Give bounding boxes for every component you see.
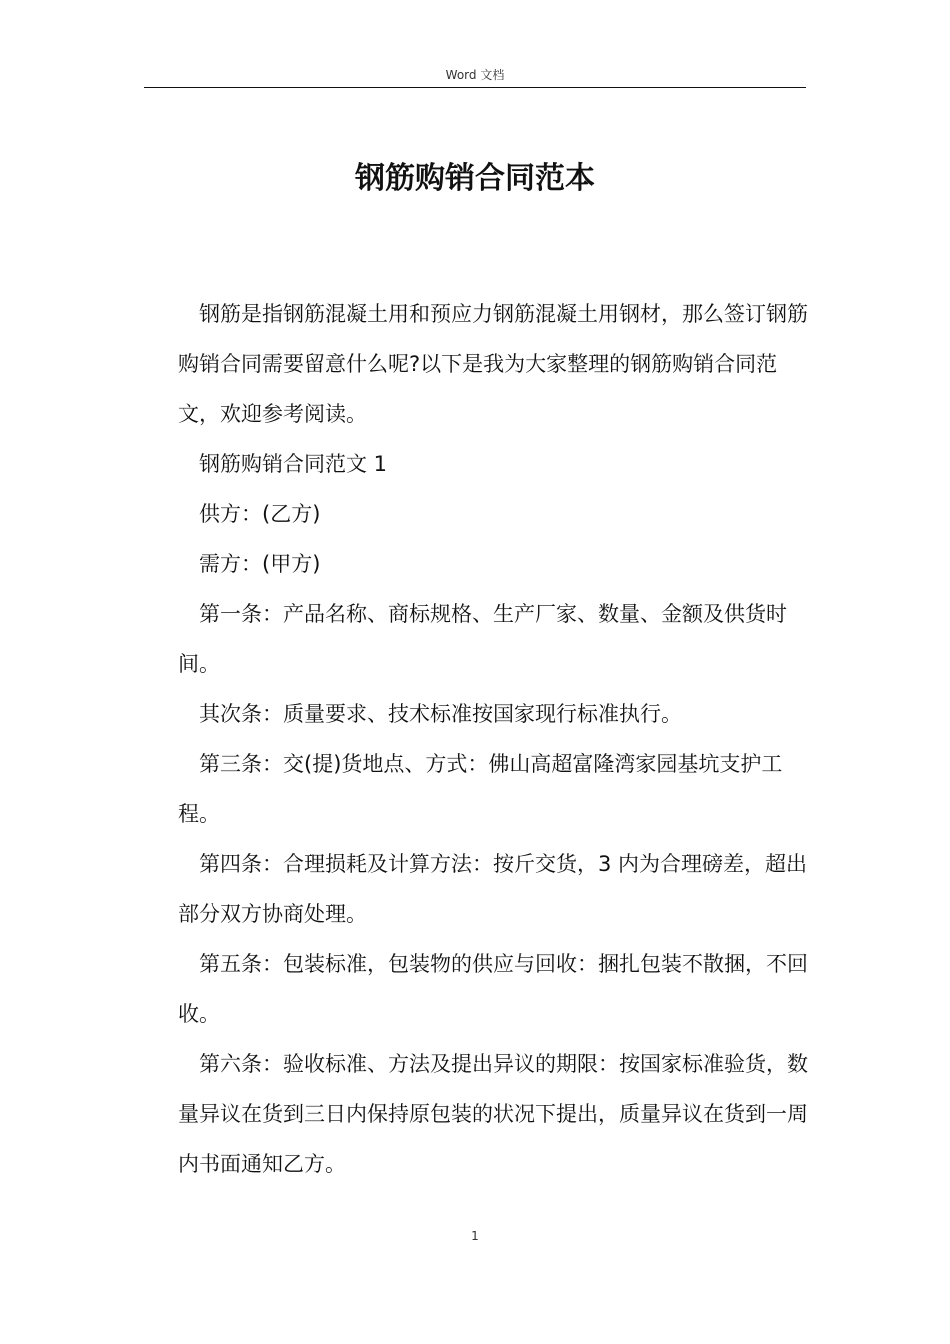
page-header: Word 文档 [445, 68, 505, 82]
clause-1: 第一条：产品名称、商标规格、生产厂家、数量、金额及供货时间。 [178, 602, 787, 676]
page-number: 1 [471, 1229, 479, 1243]
header-divider [144, 87, 806, 88]
document-title: 钢筋购销合同范本 [355, 161, 595, 196]
section-heading: 钢筋购销合同范文 1 [199, 452, 388, 476]
clause-5: 第五条：包装标准，包装物的供应与回收：捆扎包装不散捆，不回收。 [178, 952, 808, 1026]
clause-6: 第六条：验收标准、方法及提出异议的期限：按国家标准验货，数量异议在货到三日内保持原包装的状况下提出，质量异议在货到一周内书面通知乙方。 [178, 1052, 808, 1176]
clause-2: 其次条：质量要求、技术标准按国家现行标准执行。 [199, 702, 682, 726]
supplier-line: 供方：(乙方) [199, 502, 321, 526]
document-body [178, 289, 808, 1189]
clause-4: 第四条：合理损耗及计算方法：按斤交货，3 内为合理磅差，超出部分双方协商处理。 [178, 852, 808, 926]
intro-paragraph: 钢筋是指钢筋混凝土用和预应力钢筋混凝土用钢材，那么签订钢筋购销合同需要留意什么呢?以下是我为大家整理的钢筋购销合同范文，欢迎参考阅读。 [178, 302, 808, 426]
clause-3: 第三条：交(提)货地点、方式：佛山高超富隆湾家园基坑支护工程。 [178, 752, 783, 826]
buyer-line: 需方：(甲方) [199, 552, 321, 576]
